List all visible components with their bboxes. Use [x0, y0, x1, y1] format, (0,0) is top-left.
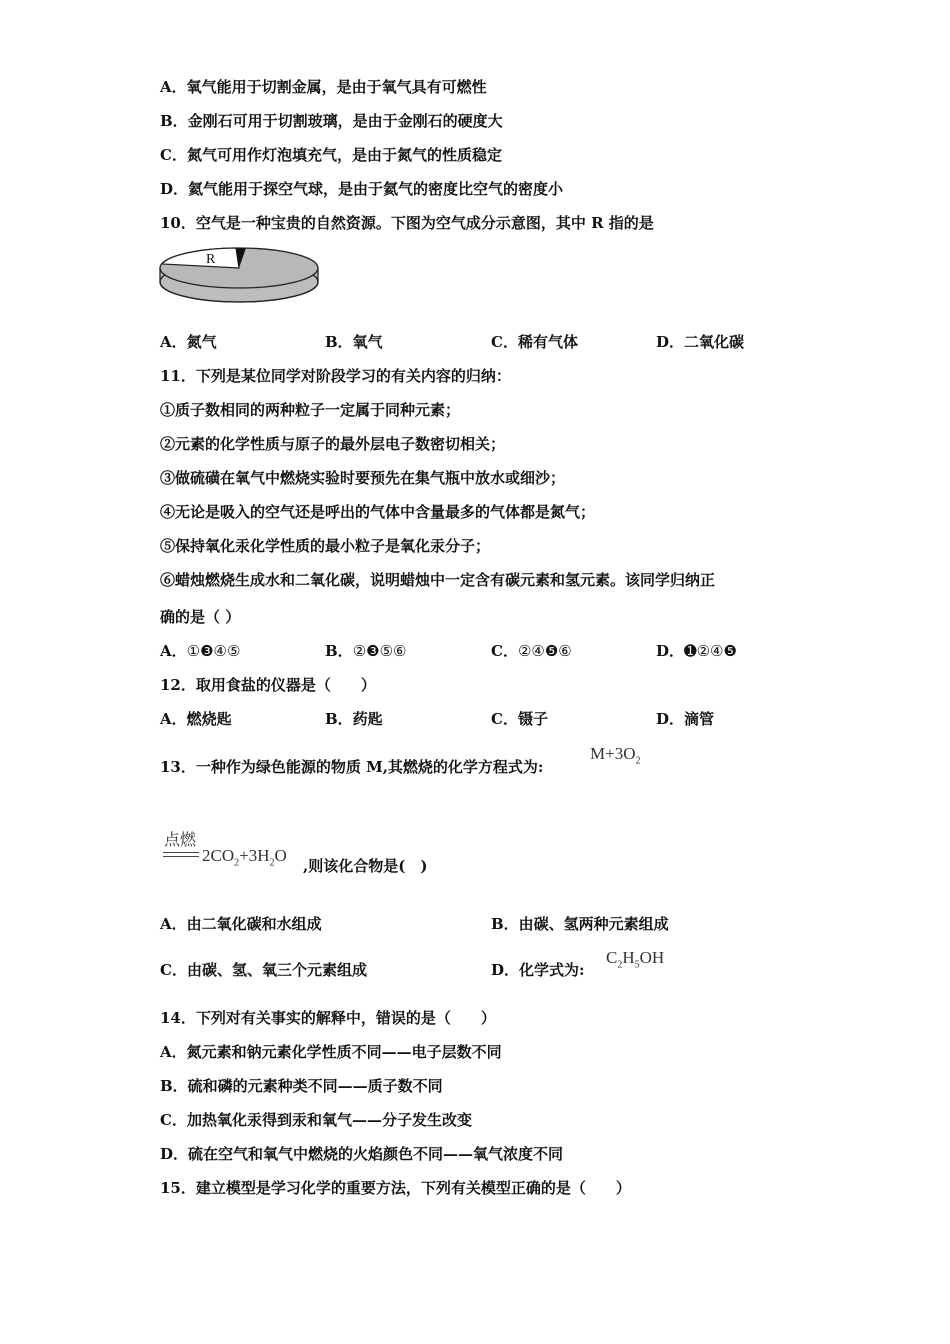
q12-option-b: B．药匙	[325, 710, 383, 728]
q11-option-c-value: ②④❺⑥	[517, 642, 572, 660]
q14-stem: 14．下列对有关事实的解释中，错误的是（ ）	[160, 1009, 496, 1027]
formula-h-sub: 5	[634, 959, 640, 971]
q9-option-c: C．氮气可用作灯泡填充气，是由于氮气的性质稳定	[160, 146, 502, 164]
q11-option-b-label: B．	[325, 642, 353, 660]
q13-reactant-sub: 2	[635, 755, 641, 767]
q9-option-a: A．氧气能用于切割金属，是由于氧气具有可燃性	[160, 78, 487, 96]
formula-c-sub: 2	[617, 959, 623, 971]
q10-option-d: D．二氧化碳	[656, 333, 745, 351]
air-composition-pie-chart	[156, 242, 322, 306]
q12-option-a: A．燃烧匙	[160, 710, 232, 728]
q11-option-d-label: D．	[656, 642, 685, 660]
q10-option-a: A．氮气	[160, 333, 217, 351]
q13-option-a: A．由二氧化碳和水组成	[160, 915, 322, 933]
q13-option-c: C．由碳、氢、氧三个元素组成	[160, 961, 367, 979]
q11-option-b	[325, 641, 406, 661]
q10-stem: 10．空气是一种宝贵的自然资源。下图为空气成分示意图，其中 R 指的是	[160, 214, 654, 232]
q13-reaction-condition: 点燃	[164, 832, 197, 849]
q10-option-c: C．稀有气体	[491, 333, 578, 351]
q13-product-2: +3H	[239, 846, 270, 865]
q11-option-d	[656, 641, 737, 661]
q11-statement-6-cont: 确的是（ ）	[160, 608, 241, 626]
q13-product-3: O	[274, 846, 287, 865]
q14-option-b: B．硫和磷的元素种类不同——质子数不同	[160, 1077, 443, 1095]
formula-c: C	[606, 948, 618, 967]
pie-label-r: R	[206, 252, 216, 267]
q9-option-b: B．金刚石可用于切割玻璃，是由于金刚石的硬度大	[160, 112, 503, 130]
q12-stem: 12．取用食盐的仪器是（ ）	[160, 676, 376, 694]
q14-option-c: C．加热氧化汞得到汞和氧气——分子发生改变	[160, 1111, 472, 1129]
q11-option-b-value: ②❸⑤⑥	[352, 642, 407, 660]
q12-option-d: D．滴管	[656, 710, 715, 728]
q14-option-a: A．氮元素和钠元素化学性质不同——电子层数不同	[160, 1043, 502, 1061]
q11-option-a-value: ①❸④⑤	[186, 642, 241, 660]
q11-statement-2: ②元素的化学性质与原子的最外层电子数密切相关；	[160, 435, 506, 453]
q15-stem: 15．建立模型是学习化学的重要方法，下列有关模型正确的是（ ）	[160, 1179, 631, 1197]
q11-option-a	[160, 641, 240, 661]
q11-stem: 11．下列是某位同学对阶段学习的有关内容的归纳：	[160, 367, 511, 385]
q13-product-1: 2CO	[202, 846, 235, 865]
q11-option-c	[491, 641, 572, 661]
q11-option-c-label: C．	[491, 642, 518, 660]
q13-option-b: B．由碳、氢两种元素组成	[491, 915, 669, 933]
q14-option-d: D．硫在空气和氧气中燃烧的火焰颜色不同——氧气浓度不同	[160, 1145, 564, 1163]
q13-stem: 13．一种作为绿色能源的物质 M,其燃烧的化学方程式为:	[160, 758, 544, 776]
q9-option-d: D．氦气能用于探空气球，是由于氦气的密度比空气的密度小	[160, 180, 564, 198]
q11-option-d-value: ➊②④❺	[684, 642, 737, 660]
q13-equation-reactant	[590, 744, 640, 766]
q11-statement-4: ④无论是吸入的空气还是呼出的气体中含量最多的气体都是氮气；	[160, 503, 596, 521]
pie-slice-r	[162, 248, 239, 268]
q13-product-2-sub: 2	[269, 857, 275, 869]
q11-statement-6: ⑥蜡烛燃烧生成水和二氧化碳，说明蜡烛中一定含有碳元素和氢元素。该同学归纳正	[160, 571, 716, 589]
q11-statement-5: ⑤保持氧化汞化学性质的最小粒子是氧化汞分子；	[160, 537, 491, 555]
q11-option-a-label: A．	[160, 642, 187, 660]
formula-h: H	[622, 948, 635, 967]
q13-reactant-text: M+3O	[590, 744, 636, 763]
q13-stem-tail: ,则该化合物是( )	[303, 857, 428, 875]
q13-equation-products	[202, 846, 287, 868]
q10-option-b: B．氧气	[325, 333, 383, 351]
q13-option-d: D．化学式为:	[491, 961, 585, 979]
q13-product-1-sub: 2	[234, 857, 240, 869]
q11-statement-1: ①质子数相同的两种粒子一定属于同种元素；	[160, 401, 461, 419]
q13-option-d-formula	[606, 948, 664, 970]
q12-option-c: C．镊子	[491, 710, 548, 728]
formula-oh: OH	[639, 948, 665, 967]
q13-equals-bar-bottom	[163, 856, 199, 857]
q13-equals-bar-top	[163, 852, 199, 853]
q11-statement-3: ③做硫磺在氧气中燃烧实验时要预先在集气瓶中放水或细沙；	[160, 469, 566, 487]
